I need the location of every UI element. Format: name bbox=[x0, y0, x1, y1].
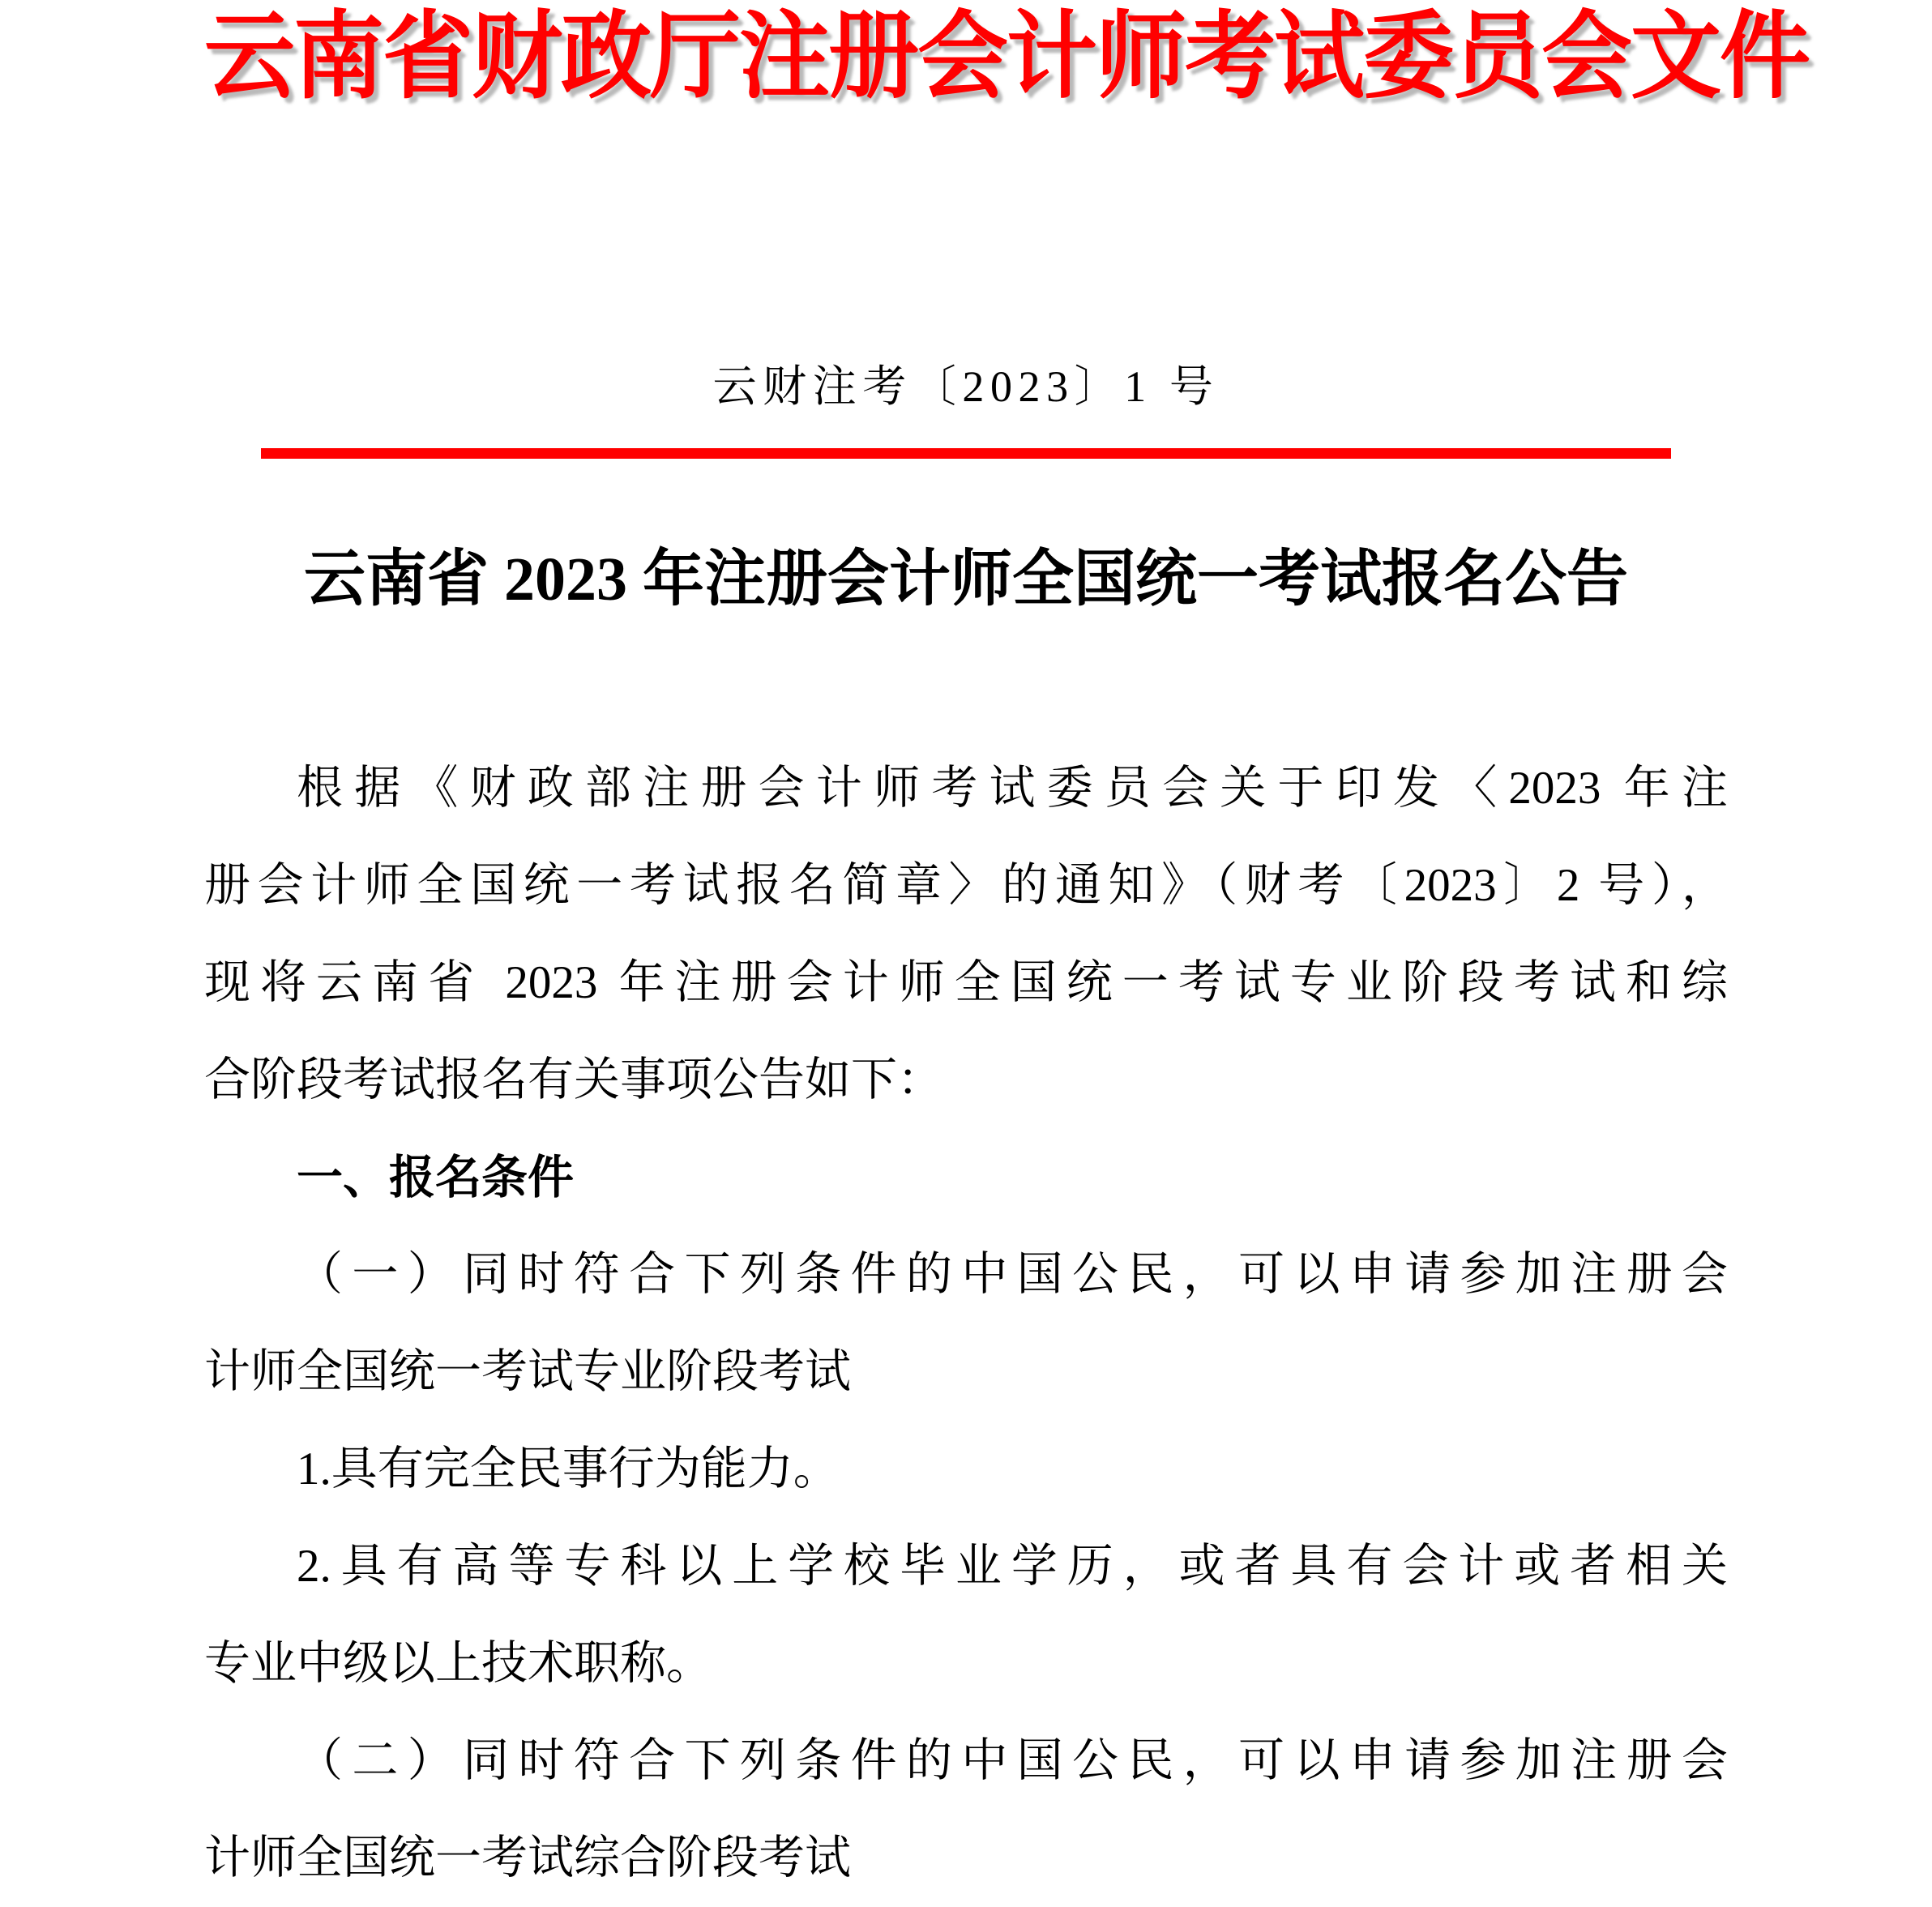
body-line: 专业中级以上技术职称。 bbox=[204, 1638, 712, 1690]
body-line: 册会计师全国统一考试报名简章〉的通知》（财考〔2023〕2 号）， bbox=[204, 860, 1728, 912]
document-body bbox=[204, 740, 1728, 1907]
red-divider-rule bbox=[261, 448, 1671, 459]
body-line: （二）同时符合下列条件的中国公民，可以申请参加注册会 bbox=[297, 1735, 1728, 1787]
body-line: 计师全国统一考试综合阶段考试 bbox=[204, 1832, 851, 1884]
body-line: （一）同时符合下列条件的中国公民，可以申请参加注册会 bbox=[297, 1249, 1728, 1301]
body-line: 1.具有完全民事行为能力。 bbox=[297, 1443, 840, 1495]
announcement-title: 云南省 2023 年注册会计师全国统一考试报名公告 bbox=[304, 545, 1628, 614]
body-line: 现将云南省 2023 年注册会计师全国统一考试专业阶段考试和综 bbox=[204, 957, 1728, 1009]
letterhead-banner-title: 云南省财政厅注册会计师考试委员会文件 bbox=[204, 5, 1809, 111]
body-line: 合阶段考试报名有关事项公告如下： bbox=[204, 1054, 943, 1106]
body-line: 计师全国统一考试专业阶段考试 bbox=[204, 1346, 851, 1398]
document-reference-number: 云财注考〔2023〕1 号 bbox=[712, 362, 1220, 412]
body-line: 2.具有高等专科以上学校毕业学历，或者具有会计或者相关 bbox=[297, 1541, 1728, 1593]
body-line: 根据《财政部注册会计师考试委员会关于印发〈2023 年注 bbox=[297, 763, 1728, 815]
body-line: 一、报名条件 bbox=[297, 1152, 574, 1204]
